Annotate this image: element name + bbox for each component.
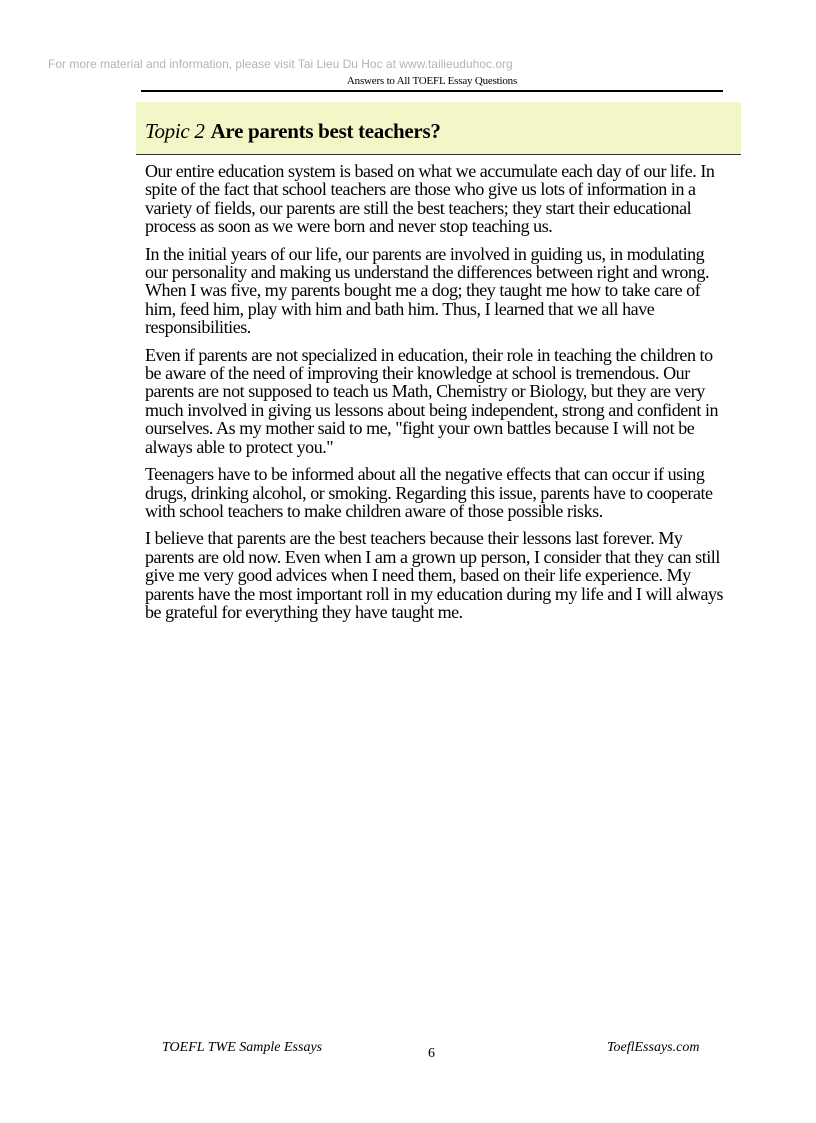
topic-title: [145, 119, 441, 144]
topic-question: Are parents best teachers?: [210, 119, 441, 143]
header-divider: [141, 90, 723, 92]
topic-label: Topic 2: [145, 119, 205, 143]
footer-page-number: 6: [428, 1046, 435, 1061]
essay-paragraph: In the initial years of our life, our parents are involved in guiding us, in modulating our personality and making us understand the differences between right and wrong. When I was five, my parents bought me a dog; they taught me how to take care of him, feed him, play with him and bath him. Thus, I learned that we all have responsibilities.: [145, 243, 710, 338]
essay-paragraph: I believe that parents are the best teachers because their lessons last forever. My parents are old now. Even when I am a grown up person, I consider that they can still give me very good advices when I need them, based on their life experience. My parents have the most important roll in my education during my life and I will always be grateful for everything they have taught me.: [145, 528, 724, 622]
footer-website: ToeflEssays.com: [607, 1040, 700, 1055]
essay-paragraph: Even if parents are not specialized in education, their role in teaching the children to be aware of the need of improving their knowledge at school is tremendous. Our parents are not supposed to teach us Math, Chemistry or Biology, but they are very much involved in giving us lessons about being independent, strong and confident in ourselves. As my mother said to me, "fight your own battles because I will not be always able to protect you.": [145, 344, 719, 457]
footer-book-title: TOEFL TWE Sample Essays: [162, 1040, 323, 1055]
essay-body: [145, 162, 727, 630]
running-header: Answers to All TOEFL Essay Questions: [346, 75, 518, 87]
essay-paragraph: Our entire education system is based on what we accumulate each day of our life. In spite of the fact that school teachers are those who give us lots of information in a variety of fields, our parents are still the best teachers; they start their educational process as soon as we were born and never stop teaching us.: [145, 161, 715, 237]
essay-paragraph: Teenagers have to be informed about all the negative effects that can occur if using drugs, drinking alcohol, or smoking. Regarding this issue, parents have to cooperate with school teachers to make children aware of those possible risks.: [145, 464, 713, 521]
watermark-text: For more material and information, please visit Tai Lieu Du Hoc at www.tailieuduhoc.org: [48, 57, 513, 71]
topic-heading-band: [136, 102, 741, 155]
